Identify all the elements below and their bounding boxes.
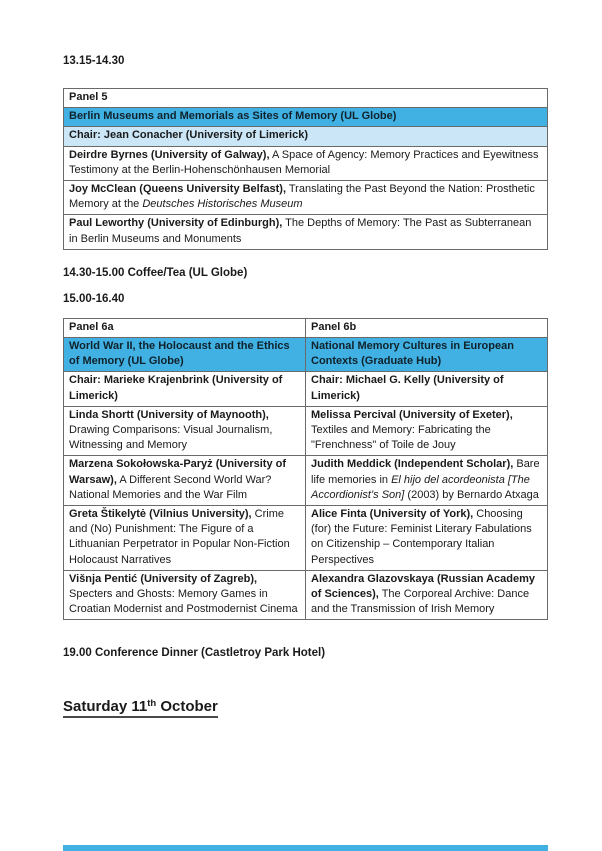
session-1-time: 13.15-14.30 — [63, 55, 125, 67]
paper-title: Crime and (No) Punishment: The Figure of a Lithuanian Perpetrator in Popular Non-Fiction Holocaust Narratives — [69, 508, 290, 566]
speaker-name: Joy McClean (Queens University Belfast), — [69, 183, 287, 196]
speaker-name: Greta Štikelytė (Vilnius University), — [69, 508, 252, 521]
panel-6a-title: World War II, the Holocaust and the Ethics of Memory (UL Globe) — [64, 338, 306, 372]
paper-title: Choosing (for) the Future: Feminist Literary Fabulations on Citizenship – Contemporary Italian Perspectives — [311, 508, 532, 566]
paper-row — [64, 406, 548, 456]
paper-entry — [306, 456, 548, 506]
panel-chair-row — [64, 372, 548, 406]
next-panel-header-strip — [63, 845, 548, 851]
paper-title: Translating the Past Beyond the Nation: Prosthetic Memory at the — [69, 183, 535, 211]
speaker-name: Marzena Sokołowska-Paryż (University of Warsaw), — [69, 458, 287, 486]
panel-label-row — [64, 318, 548, 337]
paper-title: The Depths of Memory: The Past as Subterranean in Berlin Museums and Monuments — [69, 217, 532, 245]
paper-row — [64, 570, 548, 620]
paper-row — [64, 181, 548, 215]
paper-title: Bare life memories in — [311, 458, 540, 486]
paper-entry — [64, 181, 548, 215]
paper-title: Drawing Comparisons: Visual Journalism, Witnessing and Memory — [69, 424, 273, 452]
panel-title-row — [64, 338, 548, 372]
paper-entry — [64, 456, 306, 506]
paper-entry — [64, 406, 306, 456]
day-heading — [63, 698, 548, 718]
paper-title-italic: Deutsches Historisches Museum — [142, 198, 303, 211]
paper-title: A Space of Agency: Memory Practices and Eyewitness Testimony at the Berlin-Hohenschönhausen Memorial — [69, 148, 539, 176]
paper-row — [64, 146, 548, 180]
speaker-name: Paul Leworthy (University of Edinburgh), — [69, 217, 283, 230]
paper-title: A Different Second World War? National Memories and the War Film — [69, 473, 272, 501]
paper-title-italic: El hijo del acordeonista [The Accordionist’s Son] — [311, 473, 530, 501]
panel-5-chair: Chair: Jean Conacher (University of Limerick) — [64, 127, 548, 146]
paper-title-tail: (2003) by Bernardo Atxaga — [404, 488, 539, 501]
paper-title: The Corporeal Archive: Dance and the Transmission of Irish Memory — [311, 588, 530, 616]
speaker-name: Melissa Percival (University of Exeter), — [311, 408, 513, 421]
paper-entry — [64, 215, 548, 249]
speaker-name: Judith Meddick (Independent Scholar), — [311, 458, 514, 471]
speaker-name: Alexandra Glazovskaya (Russian Academy of Sciences), — [311, 572, 535, 601]
panel-5-label: Panel 5 — [64, 89, 548, 108]
paper-entry — [306, 506, 548, 571]
panels-6a-6b-table — [63, 318, 548, 621]
coffee-break-line: 14.30-15.00 Coffee/Tea (UL Globe) — [63, 266, 248, 279]
day-heading-text: Saturday 11th October — [63, 698, 218, 718]
paper-title: Specters and Ghosts: Memory Games in Croatian Modernist and Postmodernist Cinema — [69, 588, 298, 616]
paper-entry — [306, 570, 548, 620]
panel-6a-chair: Chair: Marieke Krajenbrink (University of Limerick) — [64, 372, 306, 406]
page-content — [63, 54, 548, 718]
speaker-name: Deirdre Byrnes (University of Galway), — [69, 148, 270, 161]
panel-5-table — [63, 88, 548, 250]
panel-label-row — [64, 89, 548, 108]
paper-entry — [64, 146, 548, 180]
panel-6b-chair: Chair: Michael G. Kelly (University of Limerick) — [306, 372, 548, 406]
paper-entry — [64, 570, 306, 620]
panel-6b-label: Panel 6b — [306, 318, 548, 337]
conference-dinner-line: 19.00 Conference Dinner (Castletroy Park Hotel) — [63, 647, 326, 660]
speaker-name: Linda Shortt (University of Maynooth), — [69, 408, 269, 421]
paper-title: Textiles and Memory: Fabricating the "Frenchness" of Toile de Jouy — [311, 424, 491, 452]
paper-row — [64, 456, 548, 506]
panel-6b-title: National Memory Cultures in European Contexts (Graduate Hub) — [306, 338, 548, 372]
paper-entry — [306, 406, 548, 456]
ordinal-superscript: th — [147, 698, 157, 710]
session-2-time: 15.00-16.40 — [63, 292, 125, 305]
panel-6a-label: Panel 6a — [64, 318, 306, 337]
panel-5-title: Berlin Museums and Memorials as Sites of Memory (UL Globe) — [64, 108, 548, 127]
paper-row — [64, 215, 548, 249]
paper-row — [64, 506, 548, 571]
speaker-name: Alice Finta (University of York), — [311, 508, 474, 521]
panel-title-row — [64, 108, 548, 127]
panel-chair-row — [64, 127, 548, 146]
speaker-name: Višnja Pentić (University of Zagreb), — [69, 572, 258, 585]
paper-entry — [64, 506, 306, 571]
